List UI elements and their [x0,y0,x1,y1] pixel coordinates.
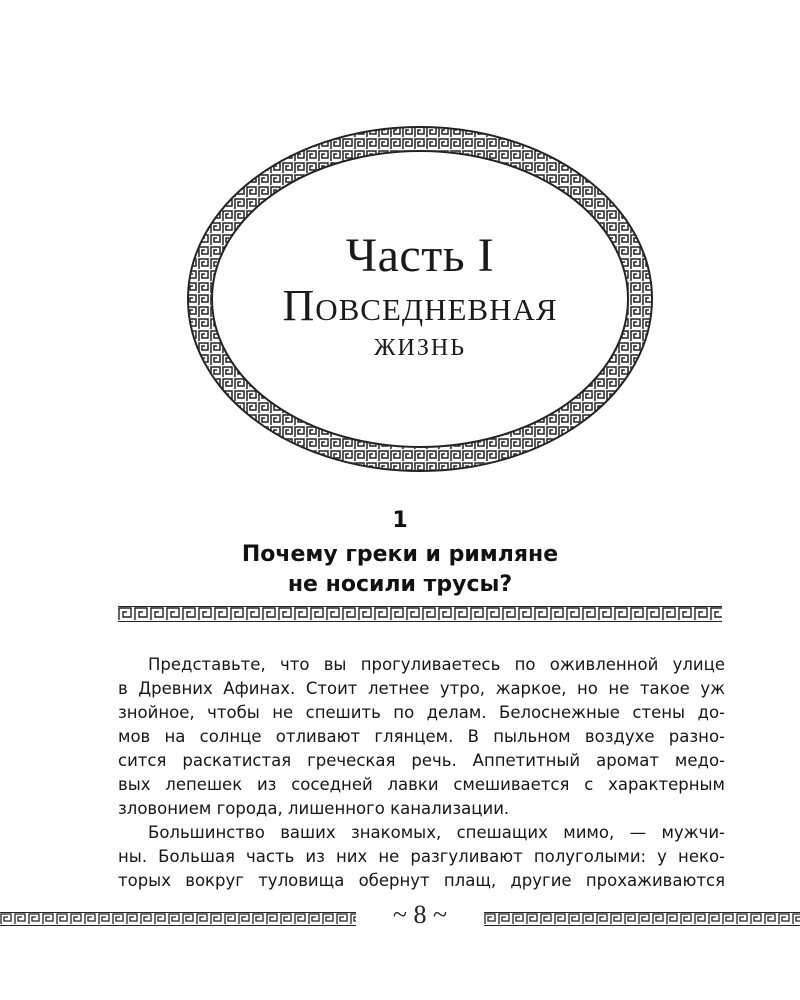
footer-meander-left [0,912,356,926]
part-title-line-2: жизнь [374,326,466,363]
body-line: в Древних Афинах. Стоит летнее утро, жаркое, но не такое уж [118,679,725,698]
meander-divider [118,606,722,622]
body-line: Представьте, что вы прогуливаетесь по оживленной улице [148,655,725,674]
part-label: Часть I [345,229,495,282]
page-number: ~ 8 ~ [392,900,448,929]
chapter-title-line-1: Почему греки и римляне [241,542,559,567]
chapter-number: 1 [392,508,408,533]
body-text [118,653,725,893]
part-title-line-1: Повседневная [282,281,558,330]
footer-meander-right [484,912,800,926]
body-line: торых вокруг туловища обернут плащ, другие прохаживаются [118,871,725,890]
body-line: знойное, чтобы не спешить по делам. Белоснежные стены до- [118,703,725,722]
chapter-title-line-2: не носили трусы? [287,572,513,597]
body-line: зловонием города, лишенного канализации. [118,799,510,818]
body-line: мов на солнце отливают глянцем. В пыльном воздухе разно- [118,727,725,746]
body-line: Большинство ваших знакомых, спешащих мимо, — мужчи- [148,823,725,842]
body-line: ны. Большая часть из них не разгуливают полуголыми: у неко- [118,847,725,866]
body-line: вых лепешек из соседней лавки смешивается с характерным [118,775,725,794]
body-line: сится раскатистая греческая речь. Аппетитный аромат медо- [118,751,725,770]
